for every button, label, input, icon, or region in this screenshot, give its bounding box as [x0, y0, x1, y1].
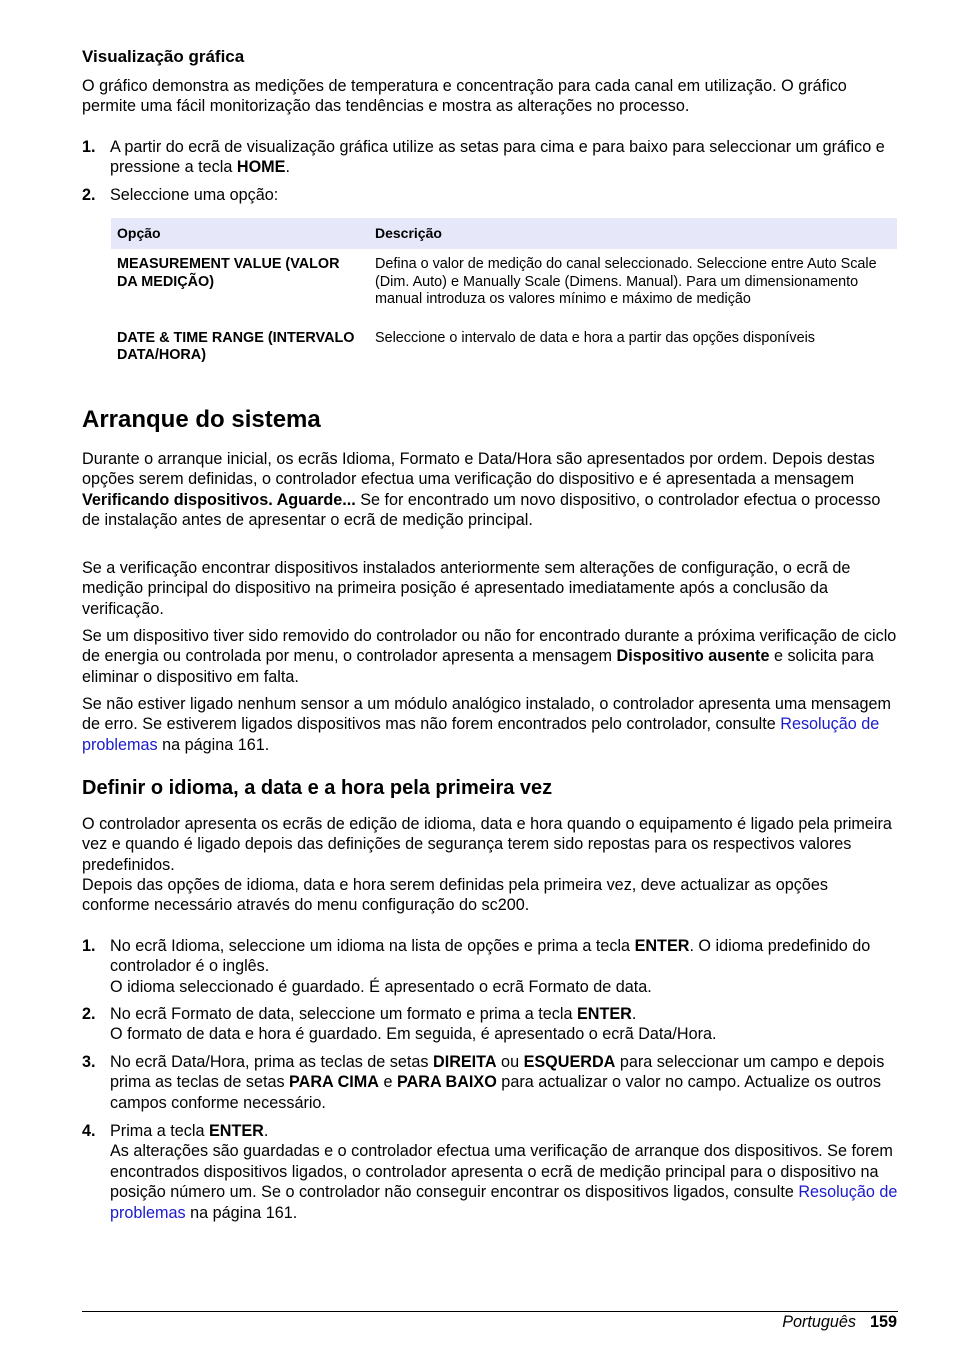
- language-step-4: 4. Prima a tecla ENTER. As alterações são guardadas e o controlador efectua uma verificação de arranque dos dispositivos. Se forem encontrados dispositivos ligados, o controlador apresenta o ecrã de medição principal para o dispositivo na posição número um. Se o controlador não conseguir encontrar os dispositivos ligados, consulte Resolução de problemas na página 161.: [82, 1122, 898, 1222]
- startup-paragraph-4: Se não estiver ligado nenhum sensor a um módulo analógico instalado, o controlador apresenta uma mensagem de erro. Se estiverem ligados dispositivos mas não forem encontrados pelo controlador, consulte Resolução de problemas na página 161.: [82, 695, 891, 754]
- step-result: O idioma seleccionado é guardado. É apresentado o ecrã Formato de data.: [110, 977, 652, 996]
- troubleshooting-link[interactable]: Resolução de problemas: [82, 715, 880, 754]
- key-up: PARA CIMA: [289, 1073, 379, 1092]
- key-enter: ENTER: [634, 937, 690, 955]
- table-row: [111, 249, 897, 317]
- footer-language: Português: [782, 1313, 856, 1331]
- key-right: DIREITA: [433, 1053, 497, 1071]
- graph-step-2: 2. Seleccione uma opção:: [82, 186, 279, 204]
- key-enter: ENTER: [576, 1005, 632, 1023]
- step-number: 2.: [82, 186, 96, 204]
- table-cell-description: Defina o valor de medição do canal seleccionado. Seleccione entre Auto Scale (Dim. Auto) e Manually Scale (Dimens. Manual). Para um dimensionamento manual introduza os valores mínimo e máximo de medição: [375, 256, 877, 308]
- section-heading-graph: Visualização gráfica: [82, 47, 245, 66]
- key-left: ESQUERDA: [523, 1053, 616, 1071]
- language-step-3: 3. No ecrã Data/Hora, prima as teclas de setas DIREITA ou ESQUERDA para seleccionar um campo e depois prima as teclas de setas PARA CIMA e PARA BAIXO para actualizar o valor no campo. Actualize os outros campos conforme necessário.: [82, 1053, 885, 1112]
- footer-divider: [82, 1311, 898, 1312]
- language-paragraph-2: Depois das opções de idioma, data e hora serem definidas pela primeira vez, deve actualizar as opções conforme necessário através do menu configuração do sc200.: [82, 876, 828, 915]
- language-step-2: 2. No ecrã Formato de data, seleccione um formato e prima a tecla ENTER. O formato de data e hora é guardado. Em seguida, é apresentado o ecrã Data/Hora.: [82, 1004, 898, 1045]
- startup-paragraph-3: Se um dispositivo tiver sido removido do controlador ou não for encontrado durante a próxima verificação de ciclo de energia ou controlada por menu, o controlador apresenta a mensagem Dispositivo ausente e solicita para eliminar o dispositivo em falta.: [82, 627, 897, 686]
- table-cell-option: MEASUREMENT VALUE (VALOR DA MEDIÇÃO): [117, 256, 340, 290]
- table-header-description: Descrição: [369, 218, 897, 249]
- key-down: PARA BAIXO: [396, 1073, 497, 1092]
- step-number: 3.: [82, 1053, 96, 1071]
- step-number: 4.: [82, 1122, 96, 1140]
- key-home: HOME: [236, 158, 286, 177]
- step-number: 1.: [82, 138, 96, 156]
- table-row: [111, 317, 897, 365]
- table-header-option: Opção: [111, 218, 369, 249]
- startup-paragraph-1: Durante o arranque inicial, os ecrãs Idioma, Formato e Data/Hora são apresentados por ordem. Depois destas opções serem definidas, o controlador efectua uma verificação do dispositivo e é apresentada a mensagem Verificando dispositivos. Aguarde... Se for encontrado um novo dispositivo, o controlador efectua o processo de instalação antes de apresentar o ecrã de medição principal.: [82, 450, 881, 530]
- step-number: 2.: [82, 1005, 96, 1023]
- troubleshooting-link[interactable]: Resolução de problemas: [110, 1183, 898, 1222]
- graph-intro: O gráfico demonstra as medições de temperatura e concentração para cada canal em utilização. O gráfico permite uma fácil monitorização das tendências e mostra as alterações no processo.: [82, 77, 847, 116]
- step-number: 1.: [82, 937, 96, 955]
- key-enter: ENTER: [208, 1122, 264, 1140]
- language-paragraph-1: O controlador apresenta os ecrãs de edição de idioma, data e hora quando o equipamento é ligado pela primeira vez e quando é ligado depois das definições de segurança terem sido repostas para os respectivos valores predefinidos.: [82, 815, 892, 874]
- graph-step-1: 1. A partir do ecrã de visualização gráfica utilize as setas para cima e para baixo para seleccionar um gráfico e pressione a tecla HOME.: [82, 138, 885, 177]
- step-result: As alterações são guardadas e o controlador efectua uma verificação de arranque dos dispositivos. Se forem encontrados dispositivos ligados, o controlador apresenta o ecrã de medição principal para o dispositivo na posição número um. Se o controlador não conseguir encontrar os dispositivos ligados, consulte Resolução de problemas na página 161.: [110, 1142, 898, 1222]
- options-table: [111, 218, 897, 365]
- table-cell-description: Seleccione o intervalo de data e hora a partir das opções disponíveis: [375, 329, 815, 346]
- section-heading-startup: Arranque do sistema: [82, 406, 321, 433]
- page-footer: [782, 1312, 897, 1332]
- table-cell-option: DATE & TIME RANGE (INTERVALO DATA/HORA): [117, 329, 355, 364]
- page-number: 159: [869, 1313, 897, 1331]
- section-heading-language: Definir o idioma, a data e a hora pela primeira vez: [82, 777, 553, 799]
- startup-paragraph-2: Se a verificação encontrar dispositivos instalados anteriormente sem alterações de configuração, o ecrã de medição principal do dispositivo na primeira posição é apresentado imediatamente após a conclusão da verificação.: [82, 559, 851, 618]
- step-result: O formato de data e hora é guardado. Em seguida, é apresentado o ecrã Data/Hora.: [110, 1025, 717, 1044]
- language-step-1: 1. No ecrã Idioma, seleccione um idioma na lista de opções e prima a tecla ENTER. O idioma predefinido do controlador é o inglês. O idioma seleccionado é guardado. É apresentado o ecrã Formato de data.: [82, 936, 898, 997]
